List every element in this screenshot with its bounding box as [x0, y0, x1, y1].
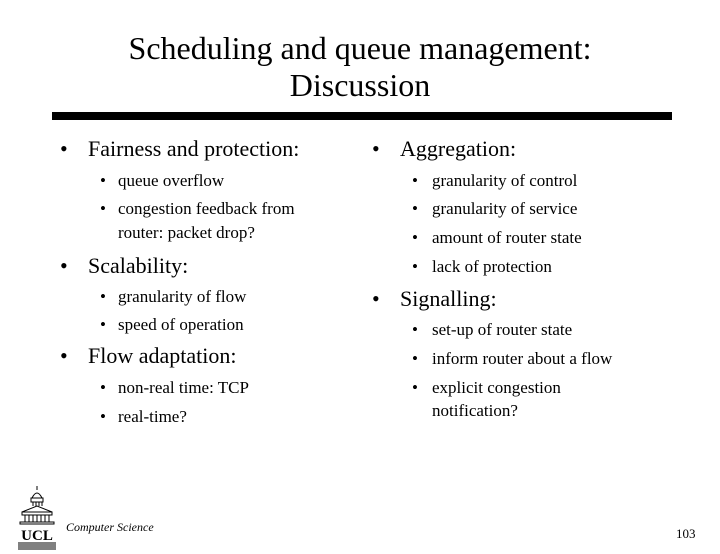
bullet-icon: • — [100, 171, 106, 190]
bullet-icon: • — [60, 343, 68, 368]
item-granularity-flow: granularity of flow — [118, 287, 247, 306]
item-granularity-service: granularity of service — [432, 199, 578, 218]
item-notification: notification? — [432, 401, 518, 420]
heading-scalability: Scalability: — [88, 253, 189, 278]
heading-flow-adaptation: Flow adaptation: — [88, 343, 237, 368]
bullet-icon: • — [412, 171, 418, 190]
bullet-icon: • — [412, 257, 418, 276]
item-inform-router: inform router about a flow — [432, 349, 613, 368]
bullet-icon: • — [100, 287, 106, 306]
heading-fairness: Fairness and protection: — [88, 136, 300, 161]
bullet-icon: • — [60, 253, 68, 278]
item-router-packet-drop: router: packet drop? — [118, 223, 255, 242]
bullet-icon: • — [100, 407, 106, 426]
item-granularity-control: granularity of control — [432, 171, 578, 190]
item-real-time: real-time? — [118, 407, 187, 426]
title-divider — [52, 112, 672, 120]
logo-text: UCL — [21, 528, 53, 544]
bullet-icon: • — [412, 378, 418, 397]
bullet-icon: • — [372, 286, 380, 311]
item-router-state: amount of router state — [432, 228, 582, 247]
heading-aggregation: Aggregation: — [400, 136, 517, 161]
title-line-2: Discussion — [289, 67, 431, 103]
bullet-icon: • — [412, 199, 418, 218]
title-line-1: Scheduling and queue management: — [128, 30, 592, 66]
ucl-logo — [16, 484, 60, 550]
department-label: Computer Science — [66, 520, 154, 534]
bullet-icon: • — [412, 349, 418, 368]
bullet-icon: • — [100, 199, 106, 218]
bullet-icon: • — [412, 228, 418, 247]
bullet-icon: • — [412, 320, 418, 339]
bullet-icon: • — [100, 378, 106, 397]
item-speed-operation: speed of operation — [118, 315, 244, 334]
item-explicit-congestion: explicit congestion — [432, 378, 561, 397]
bullet-icon: • — [100, 315, 106, 334]
slide-title — [0, 30, 720, 104]
bullet-icon: • — [60, 136, 68, 161]
item-non-real-time: non-real time: TCP — [118, 378, 249, 397]
heading-signalling: Signalling: — [400, 286, 497, 311]
item-queue-overflow: queue overflow — [118, 171, 225, 190]
item-congestion-feedback: congestion feedback from — [118, 199, 295, 218]
item-setup-state: set-up of router state — [432, 320, 573, 339]
bullet-icon: • — [372, 136, 380, 161]
item-lack-protection: lack of protection — [432, 257, 552, 276]
page-number: 103 — [676, 526, 696, 541]
